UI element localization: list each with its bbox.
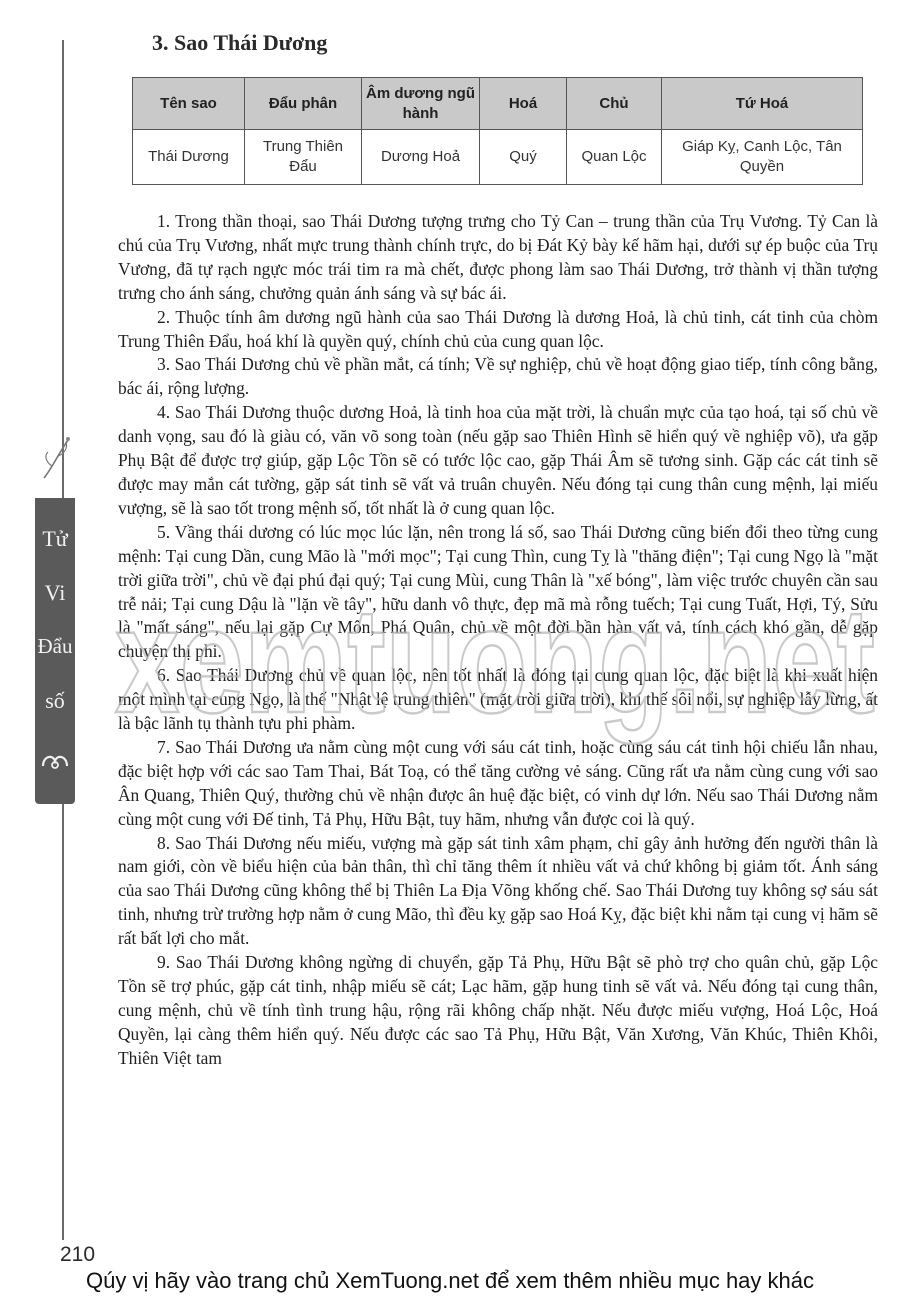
table-header-cell: Chủ [567,78,662,130]
table-header-cell: Đẩu phân [245,78,362,130]
table-header-cell: Hoá [480,78,567,130]
sprig-ornament-icon [38,428,78,488]
table-cell: Dương Hoả [362,130,480,185]
watermark-text: xemtuong.net [115,576,875,744]
side-tab-char: số [45,688,65,713]
paragraph: 9. Sao Thái Dương không ngừng di chuyển, gặp Tả Phụ, Hữu Bật sẽ phò trợ cho quân chủ, gặp Lộc Tồn sẽ trợ phúc, gặp cát tinh, nhập miếu sẽ cát; Lạc hãm, gặp hung tinh sẽ vất vả. Nếu đóng tại cung thân, cung mệnh, chủ về tính tình trung hậu, rộng rãi không chấp nhặt. Nếu được miếu vượng, Hoá Lộc, Hoá Quyền, lại càng thêm hiển quý. Nếu được các sao Tả Phụ, Hữu Bật, Văn Xương, Văn Khúc, Thiên Khôi, Thiên Việt tam [118,952,878,1068]
side-tab-char: Tử [42,526,68,551]
paragraph: 4. Sao Thái Dương thuộc dương Hoả, là tinh hoa của mặt trời, là chuẩn mực của tạo hoá, tại số chủ về danh vọng, sau đó là giàu có, văn võ song toàn (nếu gặp sao Thiên Hình sẽ hiển quý về nghiệp võ), ưa gặp Phụ Bật để được trợ giúp, gặp Lộc Tồn sẽ có tước lộc cao, gặp Thái Âm sẽ tương sinh. Gặp các cát tinh sẽ được may mắn cát tường, gặp sát tinh sẽ vất vả truân chuyên. Nếu đóng tại cung thân cung mệnh, lại miếu vượng, sẽ là sao tốt trong mệnh số, tốt nhất là ở cung quan lộc. [118,402,878,518]
table-header-cell: Tứ Hoá [662,78,863,130]
star-info-table [132,77,863,185]
paragraph: 8. Sao Thái Dương nếu miếu, vượng mà gặp sát tinh xâm phạm, chỉ gây ảnh hưởng đến người thân là nam giới, còn về biểu hiện của bản thân, thì chỉ tăng thêm ít nhiều vất vả chứ không bị giảm tốt. Ánh sáng của sao Thái Dương cũng không thể bị Thiên La Địa Võng khống chế. Sao Thái Dương tuy không sợ sáu sát tinh, nhưng trừ trường hợp nằm ở cung Mão, thì đều kỵ gặp sao Hoá Kỵ, đặc biệt khi nằm tại cung vị hãm sẽ rất bất lợi cho mắt. [118,832,878,949]
table-header-cell: Âm dương ngũ hành [362,78,480,130]
paragraph: 1. Trong thần thoại, sao Thái Dương tượng trưng cho Tỷ Can – trung thần của Trụ Vương. Tỷ Can là chú của Trụ Vương, nhất mực trung thành chính trực, do bị Đát Kỷ bày kế hãm hại, dưới sự ép buộc của Trụ Vương, đã tự rạch ngực móc trái tim ra mà chết, được phong làm sao Thái Dương, trở thành vị thần tượng trưng cho ánh sáng, chưởng quản ánh sáng và sự bác ái. [118,211,878,303]
table-cell: Quan Lộc [567,130,662,185]
table-header-row [133,78,863,130]
footer-banner: Qúy vị hãy vào trang chủ XemTuong.net để xem thêm nhiều mục hay khác [85,1268,815,1293]
side-tab-char: Vi [44,580,66,605]
section-title: 3. Sao Thái Dương [152,30,328,55]
paragraph: 5. Vầng thái dương có lúc mọc lúc lặn, nên trong lá số, sao Thái Dương cũng biến đổi theo từng cung mệnh: Tại cung Dần, cung Mão là "mới mọc"; Tại cung Thìn, cung Tỵ là "thăng điện"; Tại cung Ngọ là "mặt trời giữa trời", chủ về đại phú đại quý; Tại cung Mùi, cung Thân là "xế bóng", làm việc trước chuyên cần sau trễ nải; Tại cung Dậu là "lặn về tây", hữu danh vô thực, đẹp mã mà rỗng tuếch; Tại cung Tuất, Hợi, Tý, Sửu là "mất sáng", nếu lại gặp Cự Môn, Phá Quân, chủ về một đời bần hàn vất vả, tính cách khó gần, dễ gặp chuyện thị phi. [118,521,878,662]
paragraph: 3. Sao Thái Dương chủ về phần mắt, cá tính; Về sự nghiệp, chủ về hoạt động giao tiếp, tính công bằng, bác ái, rộng lượng. [118,354,878,399]
paragraph: 6. Sao Thái Dương chủ về quan lộc, nên tốt nhất là đóng tại cung quan lộc, đặc biệt là khi xuất hiện một mình tại cung Ngọ, là thế "Nhật lệ trung thiên" (mặt trời giữa trời), khí thế sôi nổi, sự nghiệp lẫy lừng, ất là bậc lãnh tụ thành tựu phi phàm. [118,665,878,734]
table-cell: Thái Dương [133,130,245,185]
table-cell: Quý [480,130,567,185]
paragraph: 7. Sao Thái Dương ưa nằm cùng một cung với sáu cát tinh, hoặc cùng sáu cát tinh hội chiếu lẫn nhau, đặc biệt hợp với các sao Tam Thai, Bát Toạ, có thể tăng cường vẻ sáng. Cũng rất ưa nằm cùng cung với sao Ân Quang, Thiên Quý, thường chủ về nhận được ân huệ đặc biệt, có vinh dự lớn. Nếu sao Thái Dương nằm cùng một cung với Đế tinh, Tả Phụ, Hữu Bật, tuy hãm, nhưng vẫn được coi là quý. [118,736,878,829]
paragraph: 2. Thuộc tính âm dương ngũ hành của sao Thái Dương là dương Hoả, là chủ tinh, cát tinh của chòm Trung Thiên Đẩu, hoá khí là quyền quý, chính chủ của cung quan lộc. [118,306,878,351]
table-cell: Trung Thiên Đẩu [245,130,362,185]
side-tab-char: Đẩu [37,634,73,658]
article-body [118,210,878,1071]
table-header-cell: Tên sao [133,78,245,130]
table-row [133,130,863,185]
scroll-ornament-icon [40,750,70,772]
table-cell: Giáp Kỵ, Canh Lộc, Tân Quyền [662,130,863,185]
page-number: 210 [60,1243,96,1266]
